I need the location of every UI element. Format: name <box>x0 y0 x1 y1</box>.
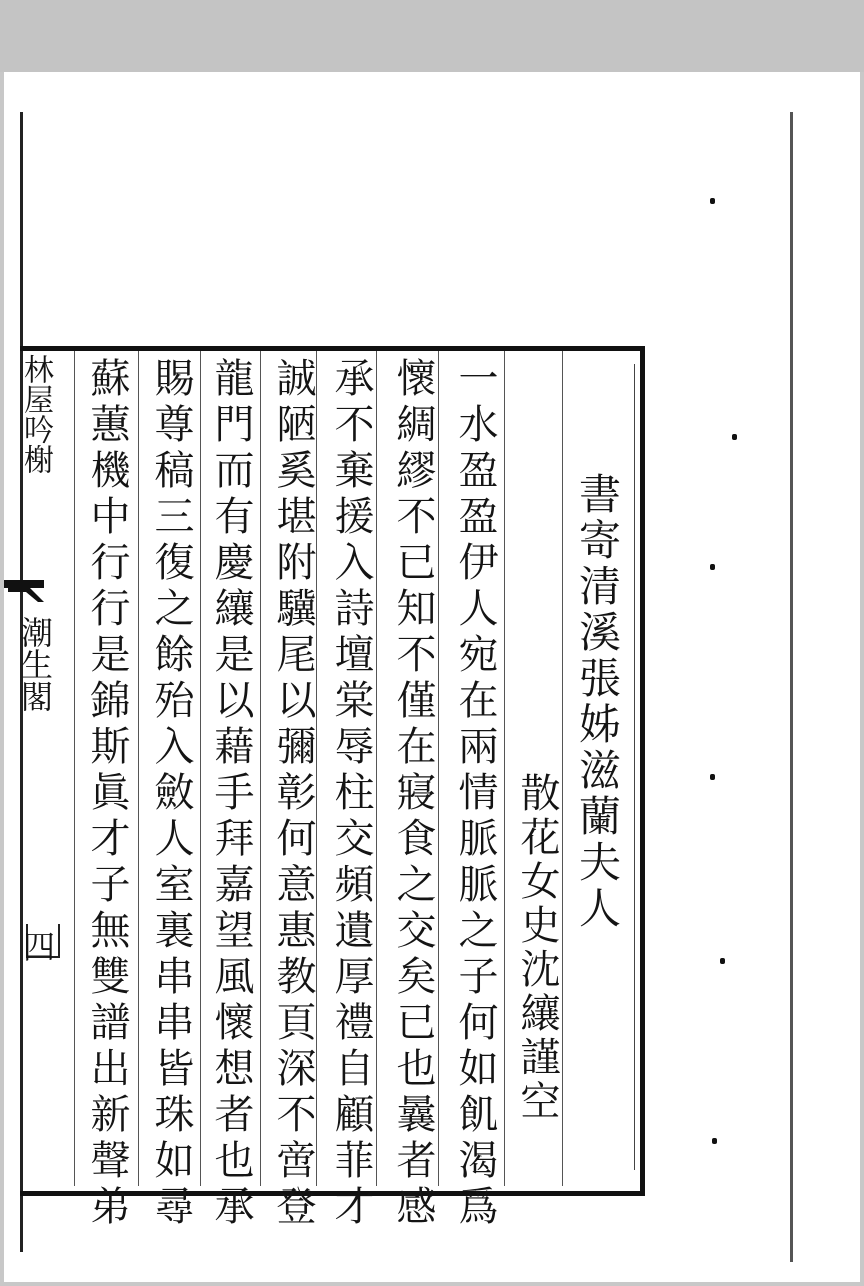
column-rule <box>200 351 201 1186</box>
text-column-4: 誠陋奚堪附驥尾以彌彰何意惠教頁深不啻登 <box>270 357 316 1231</box>
ink-speck <box>710 564 715 570</box>
letter-title: 書寄清溪張姊滋蘭夫人 <box>573 472 622 932</box>
margin-book-title: 林屋吟榭 <box>18 354 53 474</box>
ink-speck <box>732 434 737 440</box>
ink-speck <box>712 1138 717 1144</box>
text-column-7: 蘇蕙機中行行是錦斯眞才子無雙譜出新聲弟 <box>84 357 130 1231</box>
ink-speck <box>720 958 725 964</box>
right-page-edge <box>790 112 793 1262</box>
text-column-5: 龍門而有慶纕是以藉手拜嘉望風懷想者也承 <box>208 357 254 1231</box>
text-column-3: 承不棄援入詩壇棠辱柱交頻遺厚禮自顧菲才 <box>328 357 374 1231</box>
text-column-1: 一水盈盈伊人宛在兩情脈脈之子何如飢渴爲 <box>452 357 498 1231</box>
page-number: 四 <box>22 928 55 966</box>
letter-author: 散花女史沈纕謹空 <box>514 772 560 1124</box>
ink-speck <box>710 198 715 204</box>
scanned-page <box>4 72 860 1282</box>
margin-section-title: 潮生閣 <box>16 616 54 712</box>
column-rule <box>504 351 505 1186</box>
page-margin <box>4 352 54 1186</box>
column-rule <box>74 351 75 1186</box>
viewer-top-bar <box>0 0 864 72</box>
ink-speck <box>710 774 715 780</box>
fish-tail-mark-icon <box>4 580 48 602</box>
text-column-2: 懷綢繆不已知不僅在寢食之交矣已也曩者感 <box>390 357 436 1231</box>
frame-inner-rule <box>634 364 635 1170</box>
column-rule <box>260 351 261 1186</box>
text-column-6: 賜尊稿三復之餘殆入斂人室裏串串皆珠如尋 <box>148 357 194 1231</box>
column-rule <box>138 351 139 1186</box>
